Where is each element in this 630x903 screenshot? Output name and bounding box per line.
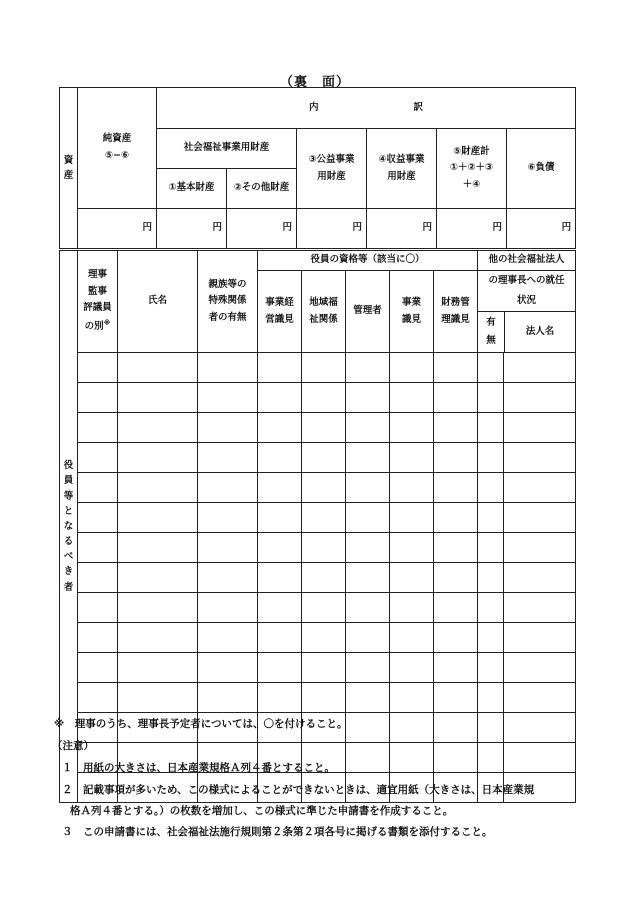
input-cell[interactable] [390, 623, 434, 653]
input-cell[interactable] [390, 383, 434, 413]
input-cell[interactable] [346, 653, 390, 683]
input-cell[interactable] [504, 563, 576, 593]
input-cell[interactable] [346, 533, 390, 563]
property-total-header: ⑤財産計 ①＋②＋③ ＋④ [437, 129, 507, 209]
input-cell[interactable] [478, 473, 504, 503]
relatives-header: 親族等の 特殊関係 者の有無 [198, 251, 258, 353]
input-cell[interactable] [346, 383, 390, 413]
input-cell[interactable] [118, 563, 198, 593]
input-cell[interactable] [504, 473, 576, 503]
input-cell[interactable] [258, 443, 302, 473]
input-cell[interactable] [118, 503, 198, 533]
input-cell[interactable] [478, 353, 504, 383]
note-2-line-2: 格Ａ列４番とする。）の枚数を増加し、この様式に準じた申請書を作成すること。 [70, 805, 454, 817]
input-cell[interactable] [346, 623, 390, 653]
profit-business-property-header: ④収益事業 用財産 [367, 129, 437, 209]
input-cell[interactable] [302, 353, 346, 383]
other-property-header: ②その他財産 [227, 169, 297, 209]
input-cell[interactable] [504, 443, 576, 473]
table-row [60, 623, 576, 653]
input-cell[interactable] [198, 683, 258, 713]
input-cell[interactable] [302, 593, 346, 623]
input-cell[interactable] [390, 353, 434, 383]
input-cell[interactable] [390, 413, 434, 443]
input-cell[interactable] [390, 743, 434, 773]
input-cell[interactable] [118, 653, 198, 683]
input-cell[interactable] [302, 683, 346, 713]
input-cell[interactable] [346, 743, 390, 773]
caution-heading: （注意） [52, 740, 94, 752]
input-cell[interactable] [78, 653, 118, 683]
input-cell[interactable] [198, 443, 258, 473]
input-cell[interactable] [302, 383, 346, 413]
input-cell[interactable] [390, 503, 434, 533]
qual-financial-management: 財務管 理識見 [434, 271, 478, 353]
input-cell[interactable] [78, 443, 118, 473]
input-cell[interactable] [302, 563, 346, 593]
input-cell[interactable] [258, 353, 302, 383]
input-cell[interactable] [118, 473, 198, 503]
basic-property-header: ①基本財産 [157, 169, 227, 209]
input-cell[interactable] [258, 623, 302, 653]
input-cell[interactable] [346, 443, 390, 473]
input-cell[interactable] [78, 353, 118, 383]
input-cell[interactable] [118, 533, 198, 563]
input-cell[interactable] [78, 383, 118, 413]
input-cell[interactable] [198, 383, 258, 413]
input-cell[interactable] [434, 743, 478, 773]
input-cell[interactable] [118, 623, 198, 653]
input-cell[interactable] [302, 653, 346, 683]
input-cell[interactable] [504, 413, 576, 443]
property-total-yen: 円 [437, 209, 507, 249]
input-cell[interactable] [78, 563, 118, 593]
corp-name-header: 法人名 [525, 326, 555, 337]
note-3: ３ この申請書には、社会福祉法施行規則第２条第２項各号に掲げる書類を添付すること。 [62, 826, 493, 838]
input-cell[interactable] [78, 533, 118, 563]
input-cell[interactable] [434, 533, 478, 563]
input-cell[interactable] [434, 413, 478, 443]
other-corp-subheader: の理事長への就任 状況 有 無 法人名 [478, 271, 576, 353]
table-row [60, 353, 576, 383]
input-cell[interactable] [434, 353, 478, 383]
input-cell[interactable] [198, 623, 258, 653]
input-cell[interactable] [478, 683, 504, 713]
input-cell[interactable] [434, 563, 478, 593]
qual-business-management: 事業経 営識見 [258, 271, 302, 353]
table-row [60, 533, 576, 563]
input-cell[interactable] [478, 593, 504, 623]
note-2-line-1: ２ 記載事項が多いため、この様式によることができないときは、適宜用紙（大きさは、日本産業規 [62, 784, 535, 796]
input-cell[interactable] [390, 653, 434, 683]
input-cell[interactable] [258, 473, 302, 503]
input-cell[interactable] [434, 383, 478, 413]
input-cell[interactable] [478, 443, 504, 473]
input-cell[interactable] [478, 563, 504, 593]
input-cell[interactable] [198, 503, 258, 533]
social-welfare-property-header: 社会福祉事業用財産 [157, 129, 297, 169]
input-cell[interactable] [390, 473, 434, 503]
assets-side-label: 資 産 [60, 88, 78, 249]
input-cell[interactable] [504, 743, 576, 773]
input-cell[interactable] [478, 533, 504, 563]
liabilities-header: ⑥負債 [507, 129, 576, 209]
table-row [60, 383, 576, 413]
input-cell[interactable] [78, 593, 118, 623]
qualification-header: 役員の資格等（該当に〇） [258, 251, 478, 271]
input-cell[interactable] [390, 443, 434, 473]
input-cell[interactable] [346, 503, 390, 533]
public-interest-property-header: ③公益事業 用財産 [297, 129, 367, 209]
input-cell[interactable] [258, 533, 302, 563]
input-cell[interactable] [118, 683, 198, 713]
input-cell[interactable] [434, 713, 478, 743]
input-cell[interactable] [198, 563, 258, 593]
input-cell[interactable] [504, 383, 576, 413]
input-cell[interactable] [258, 593, 302, 623]
table-row [60, 593, 576, 623]
input-cell[interactable] [258, 563, 302, 593]
input-cell[interactable] [478, 413, 504, 443]
input-cell[interactable] [478, 383, 504, 413]
input-cell[interactable] [198, 413, 258, 443]
table-row [60, 443, 576, 473]
input-cell[interactable] [258, 413, 302, 443]
input-cell[interactable] [434, 503, 478, 533]
asterisk-note: ※ 理事のうち、理事長予定者については、〇を付けること。 [54, 718, 348, 730]
input-cell[interactable] [478, 743, 504, 773]
input-cell[interactable] [346, 473, 390, 503]
input-cell[interactable] [118, 383, 198, 413]
input-cell[interactable] [390, 593, 434, 623]
input-cell[interactable] [198, 593, 258, 623]
input-cell[interactable] [434, 623, 478, 653]
input-cell[interactable] [504, 353, 576, 383]
assets-table [59, 87, 576, 249]
input-cell[interactable] [302, 443, 346, 473]
input-cell[interactable] [390, 713, 434, 743]
presence-header: 有 無 [478, 312, 505, 352]
input-cell[interactable] [346, 353, 390, 383]
input-cell[interactable] [78, 683, 118, 713]
input-cell[interactable] [504, 623, 576, 653]
input-cell[interactable] [258, 503, 302, 533]
input-cell[interactable] [302, 503, 346, 533]
basic-property-yen: 円 [157, 209, 227, 249]
input-cell[interactable] [390, 533, 434, 563]
input-cell[interactable] [78, 473, 118, 503]
input-cell[interactable] [504, 683, 576, 713]
input-cell[interactable] [434, 473, 478, 503]
other-property-yen: 円 [227, 209, 297, 249]
other-corp-header: 他の社会福祉法人 [478, 251, 576, 271]
input-cell[interactable] [78, 503, 118, 533]
input-cell[interactable] [258, 683, 302, 713]
input-cell[interactable] [302, 413, 346, 443]
public-interest-yen: 円 [297, 209, 367, 249]
input-cell[interactable] [504, 593, 576, 623]
input-cell[interactable] [346, 413, 390, 443]
qual-business-insight: 事業 識見 [390, 271, 434, 353]
input-cell[interactable] [302, 623, 346, 653]
qual-manager: 管理者 [346, 271, 390, 353]
input-cell[interactable] [302, 533, 346, 563]
input-cell[interactable] [434, 593, 478, 623]
input-cell[interactable] [346, 713, 390, 743]
note-1: １ 用紙の大きさは、日本産業規格Ａ列４番とすること。 [62, 762, 335, 774]
input-cell[interactable] [118, 413, 198, 443]
input-cell[interactable] [504, 503, 576, 533]
input-cell[interactable] [346, 593, 390, 623]
table-row [60, 563, 576, 593]
input-cell[interactable] [258, 383, 302, 413]
input-cell[interactable] [198, 353, 258, 383]
net-assets-header: 純資産 ⑤−⑥ [78, 88, 157, 209]
page-title: （裏 面） [279, 75, 350, 90]
input-cell[interactable] [198, 533, 258, 563]
profit-business-yen: 円 [367, 209, 437, 249]
input-cell[interactable] [478, 503, 504, 533]
input-cell[interactable] [198, 653, 258, 683]
input-cell[interactable] [346, 563, 390, 593]
table-row [60, 413, 576, 443]
input-cell[interactable] [504, 653, 576, 683]
input-cell[interactable] [434, 653, 478, 683]
liabilities-yen: 円 [507, 209, 576, 249]
input-cell[interactable] [390, 563, 434, 593]
input-cell[interactable] [478, 713, 504, 743]
table-row [60, 473, 576, 503]
table-row [60, 503, 576, 533]
input-cell[interactable] [118, 593, 198, 623]
input-cell[interactable] [390, 683, 434, 713]
breakdown-header: 内 訳 [157, 88, 576, 129]
input-cell[interactable] [478, 623, 504, 653]
role-header: 理事 監事 評議員 の別※ [78, 251, 118, 353]
net-assets-yen: 円 [78, 209, 157, 249]
table-row [60, 683, 576, 713]
qual-regional-welfare: 地域福 祉関係 [302, 271, 346, 353]
input-cell[interactable] [504, 713, 576, 743]
input-cell[interactable] [434, 683, 478, 713]
officers-side-label: 役 員 等 と な る べ き 者 [60, 251, 78, 803]
input-cell[interactable] [78, 413, 118, 443]
input-cell[interactable] [504, 533, 576, 563]
table-row [60, 653, 576, 683]
input-cell[interactable] [302, 473, 346, 503]
input-cell[interactable] [346, 683, 390, 713]
input-cell[interactable] [198, 473, 258, 503]
input-cell[interactable] [78, 623, 118, 653]
input-cell[interactable] [478, 653, 504, 683]
name-header: 氏名 [118, 251, 198, 353]
input-cell[interactable] [118, 443, 198, 473]
input-cell[interactable] [118, 353, 198, 383]
input-cell[interactable] [258, 653, 302, 683]
input-cell[interactable] [434, 443, 478, 473]
